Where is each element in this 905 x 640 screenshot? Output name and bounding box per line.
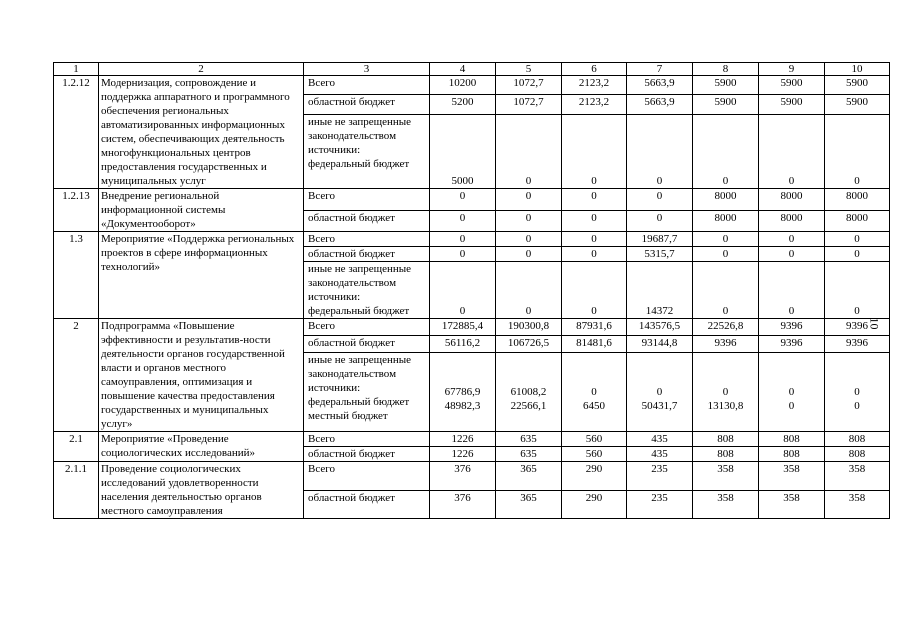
value: 8000 [780,211,803,224]
column-header: 1 [54,63,99,76]
row-number: 2.1.1 [54,462,99,519]
value-cell [825,462,890,491]
value: 5900 [780,96,803,109]
value: 0 [656,175,663,187]
value: 435 [651,433,668,445]
value-cell [496,432,562,447]
value: 50431,7 [641,400,678,412]
value-cell [562,490,627,519]
value-cell [759,352,825,431]
value-cell [430,95,496,114]
value: 0 [459,190,466,202]
funding-source-label: федеральный бюджет [308,305,410,317]
value: 0 [591,190,597,202]
value-cell [825,490,890,519]
value-cell [496,114,562,188]
table-row [54,189,890,211]
value: 808 [783,448,800,460]
row-number: 1.2.13 [54,189,99,232]
value: 808 [783,433,800,445]
value: 808 [848,448,866,460]
value: 0 [722,233,729,245]
value-cell [627,319,693,336]
value-cell [562,189,627,211]
value-cell [496,210,562,232]
value-cell [693,462,759,491]
value-cell [562,114,627,188]
value: 0 [788,233,795,245]
value: 0 [525,190,532,202]
value: 358 [783,463,800,475]
value: 8000 [846,190,868,202]
value: 0 [854,233,860,245]
value-cell [693,210,759,232]
value-cell [430,335,496,352]
value-cell [562,210,627,232]
value-cell [430,490,496,519]
value: 1072,7 [513,77,544,89]
value: 808 [717,433,734,445]
value: 0 [788,386,795,398]
value: 358 [717,491,734,504]
funding-source-label: местный бюджет [308,409,388,422]
value-cell [693,335,759,352]
row-description: Мероприятие «Поддержка региональных проектов в сфере информационных технологий» [99,232,304,319]
value: 0 [854,400,860,412]
value: 5900 [714,96,737,109]
value-cell [759,462,825,491]
funding-source [304,462,430,491]
funding-source-label: Всего [308,433,335,445]
value: 0 [459,248,466,260]
value: 81481,6 [576,336,612,349]
value: 0 [656,211,663,224]
value: 0 [525,175,532,187]
value: 5900 [714,77,737,89]
page-number: 10 [867,317,882,330]
value: 0 [656,386,663,398]
value: 365 [520,463,537,475]
value-cell [825,95,890,114]
value: 9396 [714,336,737,349]
value: 172885,4 [441,320,484,332]
funding-source-label: иные не запрещенные законодательством источники: [308,353,412,394]
value: 560 [585,448,603,460]
value-cell [627,432,693,447]
value: 93144,8 [641,336,678,349]
value-cell [627,189,693,211]
value-cell [562,95,627,114]
funding-source-label: Всего [308,463,335,475]
value: 0 [788,175,795,187]
value: 635 [520,448,537,460]
funding-source-label: областной бюджет [308,491,395,504]
table-row [54,76,890,95]
value-cell [693,232,759,247]
value-cell [496,335,562,352]
value-cell [562,262,627,319]
value-cell [759,432,825,447]
value: 358 [848,491,866,504]
value-cell [759,210,825,232]
value: 0 [525,233,532,245]
column-header: 2 [99,63,304,76]
value-cell [825,247,890,262]
funding-source-label: Всего [308,320,335,332]
row-number: 2.1 [54,432,99,462]
value: 0 [591,175,597,187]
value-cell [627,262,693,319]
value-cell [430,319,496,336]
funding-source-label: Всего [308,190,335,202]
value-cell [627,447,693,462]
funding-source [304,432,430,447]
value: 8000 [780,190,803,202]
table-row [54,232,890,247]
value: 0 [854,175,860,187]
value-cell [759,232,825,247]
value-cell [562,319,627,336]
value-cell [562,232,627,247]
value: 9396 [780,320,803,332]
value-cell [627,114,693,188]
column-header: 8 [693,63,759,76]
row-number: 2 [54,319,99,432]
funding-source [304,490,430,519]
value: 0 [591,248,597,260]
value: 22526,8 [707,320,744,332]
value-cell [627,462,693,491]
value-cell [693,319,759,336]
value: 9396 [846,320,868,332]
value-cell [496,447,562,462]
funding-source-label: федеральный бюджет [308,395,410,408]
value: 0 [459,211,466,224]
value: 635 [520,433,537,445]
value-cell [496,95,562,114]
row-description: Мероприятие «Проведение социологических исследований» [99,432,304,462]
value: 235 [651,491,668,504]
value-cell [693,114,759,188]
row-description: Внедрение региональной информационной системы «Документооборот» [99,189,304,232]
value-cell [430,189,496,211]
value-cell [496,189,562,211]
value: 365 [520,491,537,504]
funding-source-label: федеральный бюджет [308,157,410,170]
value: 48982,3 [444,400,481,412]
value: 0 [788,305,795,317]
value: 190300,8 [507,320,550,332]
value: 2123,2 [578,77,610,89]
funding-source-label: областной бюджет [308,448,395,460]
value-cell [562,335,627,352]
value-cell [825,114,890,188]
value-cell [759,76,825,95]
funding-source-label: Всего [308,77,335,89]
value: 9396 [846,336,868,349]
value: 5663,9 [644,77,675,89]
value: 0 [591,305,597,317]
value: 290 [585,463,603,475]
value: 8000 [714,190,737,202]
column-header: 6 [562,63,627,76]
value: 0 [854,248,860,260]
value-cell [430,114,496,188]
value: 358 [783,491,800,504]
funding-source-label: иные не запрещенные законодательством источники: [308,115,412,156]
value-cell [430,447,496,462]
value: 9396 [780,336,803,349]
value-cell [562,447,627,462]
value: 6450 [583,400,605,412]
funding-source [304,319,430,336]
funding-source-label: областной бюджет [308,96,395,109]
value-cell [562,352,627,431]
funding-source [304,114,430,188]
value-cell [627,232,693,247]
value: 0 [525,211,532,224]
value-cell [430,247,496,262]
value-cell [496,352,562,431]
value: 10200 [448,77,477,89]
value: 235 [651,463,668,475]
value: 0 [656,190,663,202]
value: 376 [454,491,471,504]
value-cell [759,95,825,114]
value-cell [562,462,627,491]
value-cell [430,76,496,95]
value-cell [496,232,562,247]
value-cell [759,114,825,188]
value: 358 [848,463,866,475]
budget-table [53,62,890,519]
value: 5000 [451,175,474,187]
value-cell [759,447,825,462]
value-cell [627,76,693,95]
column-header: 10 [825,63,890,76]
row-description: Проведение социологических исследований удовлетворенности населения деятельностью органов местного самоуправления [99,462,304,519]
value: 0 [722,386,729,398]
value: 87931,6 [576,320,612,332]
value: 67786,9 [444,386,481,398]
column-header: 4 [430,63,496,76]
funding-source [304,95,430,114]
value-cell [693,189,759,211]
column-header: 5 [496,63,562,76]
row-description: Подпрограмма «Повышение эффективности и результатив-ности деятельности органов государственной власти и органов местного самоуправления, оптимизация и повышение качества предоставления государственных и муниципальных услуг» [99,319,304,432]
value: 808 [848,433,866,445]
value-cell [693,352,759,431]
value-cell [496,462,562,491]
funding-source-label: иные не запрещенные законодательством источники: [308,263,412,303]
value: 0 [854,305,860,317]
value: 0 [525,248,532,260]
value: 2123,2 [578,96,610,109]
value: 0 [459,305,466,317]
value: 0 [722,175,729,187]
value: 22566,1 [510,400,547,412]
value-cell [693,432,759,447]
value-cell [430,462,496,491]
value-cell [562,76,627,95]
value: 106726,5 [507,336,550,349]
funding-source [304,189,430,211]
value: 8000 [846,211,868,224]
value-cell [693,262,759,319]
funding-source [304,232,430,247]
value-cell [627,335,693,352]
table-row [54,462,890,491]
column-header: 3 [304,63,430,76]
row-number: 1.3 [54,232,99,319]
funding-source-label: Всего [308,233,335,245]
value: 14372 [645,305,674,317]
value-cell [759,319,825,336]
value-cell [825,447,890,462]
value: 61008,2 [510,386,547,398]
value: 0 [591,386,597,398]
value-cell [430,432,496,447]
value: 376 [454,463,471,475]
value-cell [825,232,890,247]
value-cell [627,95,693,114]
value: 0 [591,233,597,245]
value-cell [496,490,562,519]
value-cell [825,432,890,447]
value: 1226 [451,448,474,460]
value: 143576,5 [638,320,681,332]
value-cell [693,447,759,462]
table-row [54,319,890,336]
value-cell [562,432,627,447]
value: 13130,8 [707,400,744,412]
funding-source-label: областной бюджет [308,336,395,349]
value-cell [825,210,890,232]
value-cell [430,210,496,232]
value: 290 [585,491,603,504]
value-cell [759,247,825,262]
value: 0 [854,386,860,398]
value: 0 [525,305,532,317]
funding-source-label: областной бюджет [308,248,395,260]
value-cell [825,76,890,95]
value: 19687,7 [641,233,678,245]
value: 435 [651,448,668,460]
value-cell [430,232,496,247]
funding-source [304,335,430,352]
value-cell [759,189,825,211]
value: 5200 [451,96,474,109]
row-description: Модернизация, сопровождение и поддержка аппаратного и программного обеспечения региональных автоматизированных информационных систем, обеспечивающих деятельность многофункциональных центров предоставления государственных и муниципальных услуг [99,76,304,189]
funding-source [304,447,430,462]
value: 5315,7 [644,248,675,260]
column-header: 9 [759,63,825,76]
value-cell [430,262,496,319]
funding-source [304,210,430,232]
value: 5900 [780,77,803,89]
value-cell [825,189,890,211]
value: 808 [717,448,734,460]
value-cell [825,352,890,431]
value: 1226 [451,433,474,445]
value-cell [693,247,759,262]
value-cell [496,319,562,336]
value-cell [759,262,825,319]
value-cell [693,95,759,114]
value-cell [627,210,693,232]
funding-source [304,262,430,319]
value: 0 [722,248,729,260]
row-number: 1.2.12 [54,76,99,189]
value: 0 [788,400,795,412]
column-header: 7 [627,63,693,76]
funding-source [304,352,430,431]
value-cell [825,262,890,319]
value: 8000 [714,211,737,224]
value-cell [562,247,627,262]
value: 0 [459,233,466,245]
value: 5900 [846,77,868,89]
value-cell [759,490,825,519]
value-cell [496,76,562,95]
value: 0 [722,305,729,317]
value-cell [496,247,562,262]
value: 0 [591,211,597,224]
value-cell [430,352,496,431]
value-cell [759,335,825,352]
value: 56116,2 [444,336,481,349]
value-cell [627,490,693,519]
funding-source-label: областной бюджет [308,211,395,224]
value: 358 [717,463,734,475]
value-cell [627,247,693,262]
value: 0 [788,248,795,260]
value-cell [825,335,890,352]
value-cell [496,262,562,319]
value: 1072,7 [513,96,544,109]
header-row [54,63,890,76]
funding-source [304,247,430,262]
value: 5900 [846,96,868,109]
value: 560 [585,433,603,445]
value-cell [627,352,693,431]
funding-source [304,76,430,95]
table-row [54,432,890,447]
value-cell [693,76,759,95]
value-cell [693,490,759,519]
value: 5663,9 [644,96,675,109]
